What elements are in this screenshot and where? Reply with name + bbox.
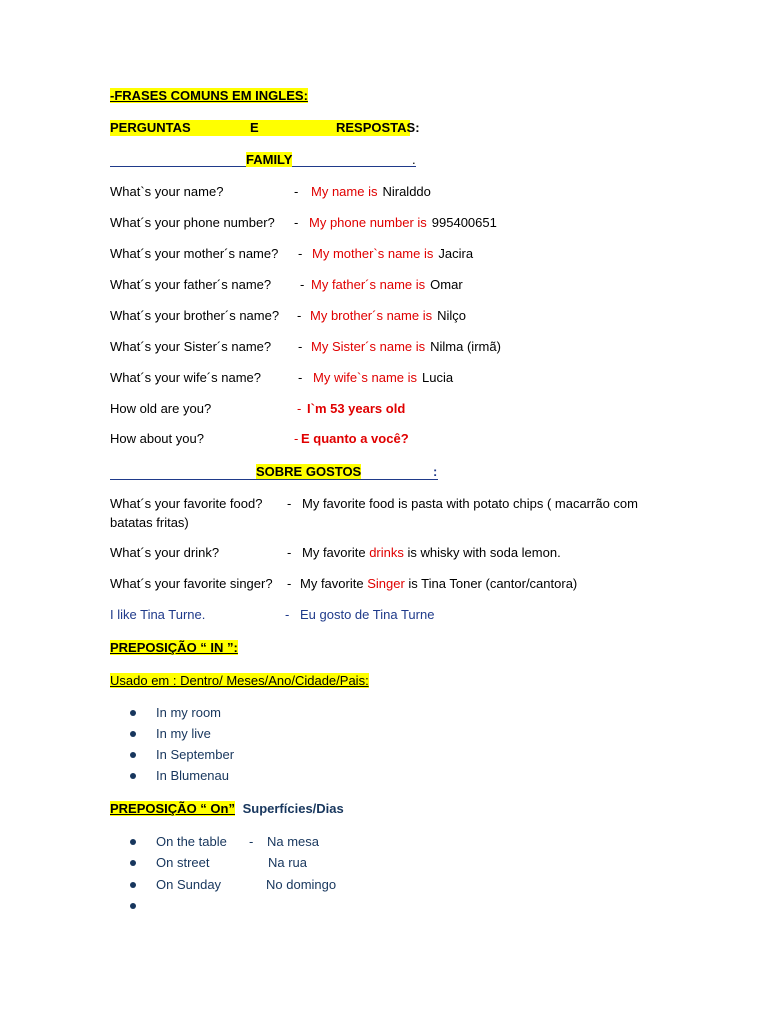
qa-answer [311,184,431,200]
bullet-icon [130,882,136,888]
on-item-english: On the table [156,834,227,849]
in-list-item: In September [156,747,235,762]
like-sep: - [285,607,290,622]
qa-answer-phrase: I`m 53 years old [307,401,406,416]
bullet-icon [130,731,136,737]
food-answer: My favorite food is pasta with potato chips ( macarrão com [302,496,638,511]
bullet-icon [130,752,136,758]
subtitle [110,120,420,136]
gostos-colon: : [433,464,438,479]
qa-answer [309,215,497,231]
qa-sep: - [298,246,303,261]
qa-answer-phrase: E quanto a você? [301,431,409,446]
qa-question: How about you? [110,431,204,446]
singer-question: What´s your favorite singer? [110,576,273,591]
qa-sep: - [298,370,303,385]
prep-on-usage: Superfícies/Dias [242,801,344,816]
qa-answer-value: Nilço [437,308,466,323]
qa-answer-value: Jacira [438,246,474,261]
qa-question: How old are you? [110,401,212,416]
qa-answer [311,339,501,355]
gostos-heading: SOBRE GOSTOS [256,464,362,479]
on-item-portuguese: Na mesa [267,834,320,849]
qa-question: What´s your father´s name? [110,277,272,292]
bullet-icon [130,839,136,845]
like-portuguese: Eu gosto de Tina Turne [300,607,435,622]
qa-answer-phrase: My wife`s name is [313,370,418,385]
qa-question: What´s your mother´s name? [110,246,279,261]
subtitle-respostas: RESPOSTAS: [336,120,420,135]
title-text: -FRASES COMUNS EM INGLES: [110,88,308,103]
on-item-english: On Sunday [156,877,222,892]
qa-answer-value: Lucia [422,370,454,385]
qa-answer-phrase: My mother`s name is [312,246,434,261]
prep-on-heading: PREPOSIÇÃO “ On” [110,801,235,816]
family-dot: . [412,152,416,167]
prep-in-usage: Usado em : Dentro/ Meses/Ano/Cidade/Pais: [110,673,369,688]
qa-sep: - [294,215,299,230]
qa-sep: - [297,308,302,323]
prep-on-heading-row [110,801,344,817]
singer-highlight: Singer [367,576,405,591]
in-list-item: In Blumenau [156,768,229,783]
qa-sep: - [298,339,303,354]
qa-answer-phrase: My Sister´s name is [311,339,426,354]
qa-sep: - [300,277,305,292]
qa-question: What´s your wife´s name? [110,370,261,385]
qa-answer-value: 995400651 [431,215,497,230]
qa-sep: - [294,431,299,446]
subtitle-e: E [250,120,259,135]
on-item-portuguese: No domingo [266,877,337,892]
drink-answer: My favorite drinks is whisky with soda lemon. [302,545,561,560]
bullet-icon [130,903,136,909]
on-item-english: On street [156,855,210,870]
document-title [110,88,308,104]
qa-answer-phrase: My father´s name is [311,277,426,292]
qa-sep: - [294,184,299,199]
bullet-icon [130,773,136,779]
singer-sep: - [287,576,292,591]
qa-question: What`s your name? [110,184,224,199]
subtitle-perguntas: PERGUNTAS [110,120,191,135]
on-item-sep: - [249,834,254,849]
drink-question: What´s your drink? [110,545,220,560]
in-list-item: In my room [156,705,222,720]
qa-answer [307,401,405,417]
singer-answer: My favorite Singer is Tina Toner (cantor/cantora) [300,576,578,591]
on-item-portuguese: Na rua [268,855,308,870]
bullet-icon [130,710,136,716]
qa-question: What´s your phone number? [110,215,275,230]
qa-answer-value: Omar [430,277,463,292]
qa-question: What´s your brother´s name? [110,308,280,323]
qa-answer-phrase: My name is [311,184,378,199]
like-english: I like Tina Turne. [110,607,206,622]
qa-question: What´s your Sister´s name? [110,339,272,354]
food-answer-cont: batatas fritas) [110,515,189,530]
qa-answer [301,431,409,447]
drink-highlight: drinks [369,545,404,560]
qa-answer [310,308,466,324]
qa-sep: - [297,401,302,416]
qa-answer-value: Nilma (irmã) [430,339,501,354]
food-question: What´s your favorite food? [110,496,263,511]
family-heading: FAMILY [246,152,293,167]
qa-answer-value: Niralddo [382,184,431,199]
food-sep: - [287,496,292,511]
qa-answer-phrase: My phone number is [309,215,427,230]
prep-in-heading: PREPOSIÇÃO “ IN ”: [110,640,238,655]
qa-answer [313,370,453,386]
in-list-item: In my live [156,726,211,741]
qa-answer-phrase: My brother´s name is [310,308,433,323]
bullet-icon [130,860,136,866]
drink-sep: - [287,545,292,560]
qa-answer [312,246,473,262]
qa-answer [311,277,463,293]
